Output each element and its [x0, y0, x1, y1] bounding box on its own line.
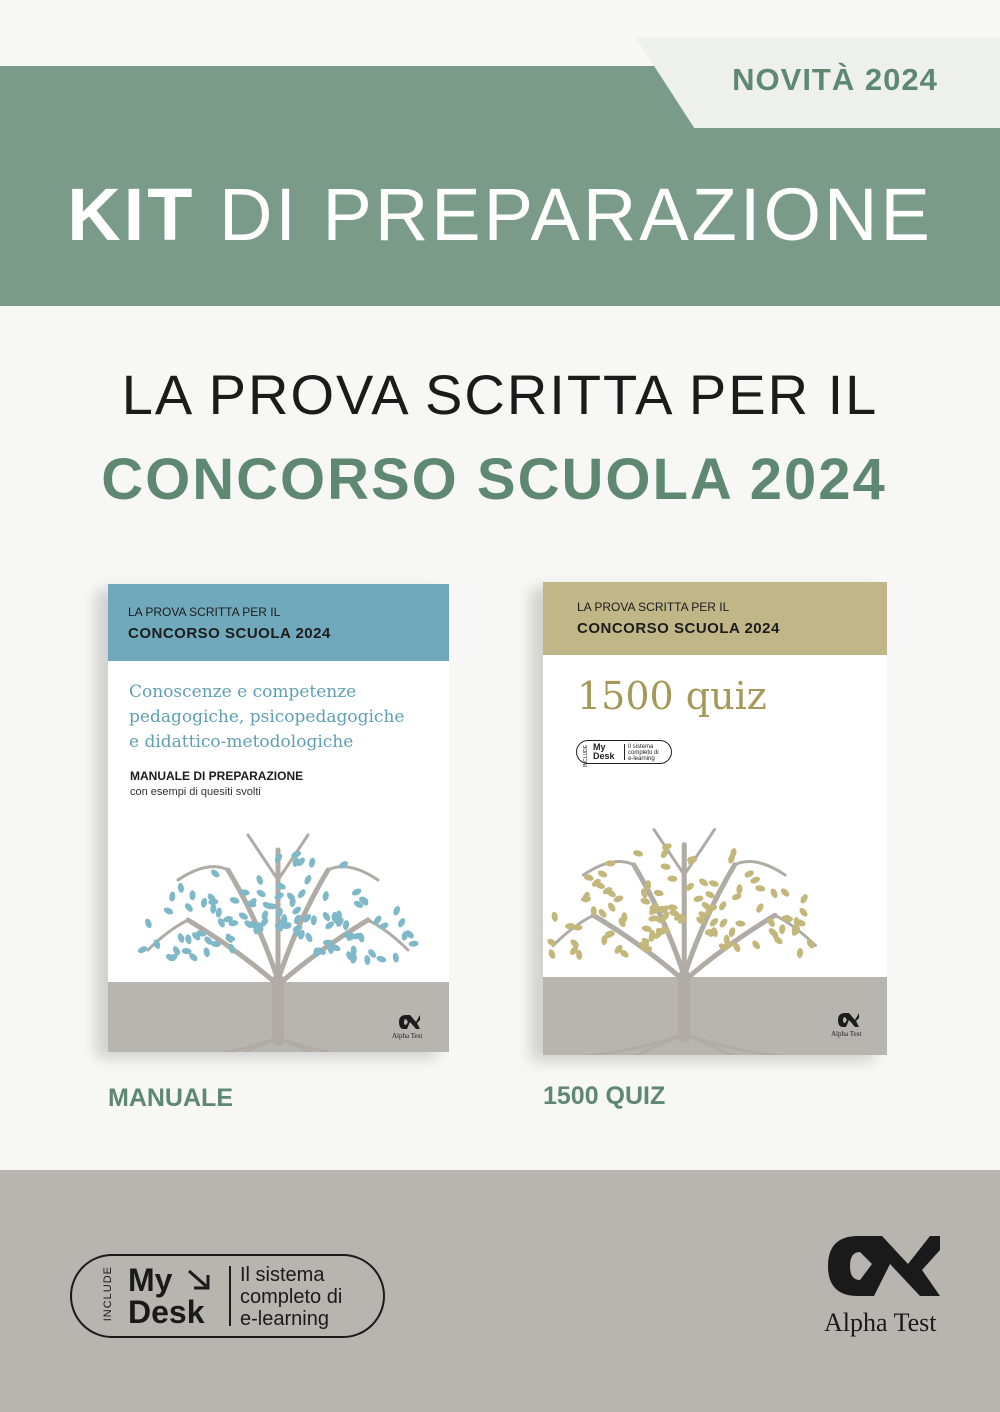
leaf	[177, 932, 186, 943]
kit-title-bold: KIT	[67, 173, 196, 256]
book-type-subtitle: con esempi di quesiti svolti	[130, 786, 261, 798]
mydesk-desk: Desk	[128, 1294, 205, 1330]
leaf	[184, 934, 192, 945]
leaf	[708, 879, 719, 888]
mydesk-description	[240, 1264, 342, 1330]
leaf	[137, 945, 149, 955]
leaf	[408, 940, 418, 947]
leaf	[769, 887, 779, 899]
heading-line-1: LA PROVA SCRITTA PER IL	[121, 363, 879, 426]
leaf	[606, 901, 617, 913]
arrow-down-right-icon	[186, 1268, 212, 1292]
leaf	[755, 902, 765, 914]
leaf	[169, 891, 176, 902]
mydesk-divider	[229, 1266, 231, 1326]
leaf	[255, 874, 264, 885]
leaf	[621, 912, 627, 922]
leaf	[547, 948, 556, 960]
kit-title-rest: DI PREPARAZIONE	[195, 173, 933, 256]
leaf	[322, 891, 330, 902]
leaf	[392, 952, 399, 963]
leaf	[203, 947, 211, 958]
book-title-text: CONCORSO SCUOLA 2024	[128, 625, 331, 642]
leaf	[779, 887, 791, 898]
leaf	[308, 857, 316, 868]
mydesk-desc-line: completo di	[628, 750, 659, 756]
leaf	[310, 915, 317, 925]
leaf	[660, 863, 671, 871]
publisher-name: Alpha Test	[824, 1308, 937, 1337]
leaf	[796, 948, 803, 959]
leaf	[163, 906, 175, 916]
leaf	[693, 895, 704, 903]
leaf	[351, 887, 363, 897]
leaf	[303, 874, 313, 886]
leaf	[718, 900, 728, 912]
book-series-text: LA PROVA SCRITTA PER IL	[577, 600, 730, 614]
book-label-quiz: 1500 QUIZ	[543, 1082, 666, 1110]
leaf	[376, 955, 387, 964]
leaf	[755, 885, 766, 893]
leaf	[718, 917, 729, 929]
leaf	[667, 875, 678, 882]
leaf	[255, 888, 267, 898]
leaf	[397, 917, 407, 929]
alpha-test-logo-icon	[824, 1232, 942, 1300]
mydesk-divider	[624, 744, 625, 760]
leaf	[183, 902, 194, 914]
mydesk-my: My	[128, 1262, 173, 1298]
leaf	[798, 906, 809, 918]
book-header-band	[543, 582, 887, 655]
leaf	[698, 877, 710, 888]
mydesk-my: My	[593, 742, 606, 752]
leaf	[210, 868, 221, 879]
leaf	[632, 849, 643, 858]
book-type: MANUALE DI PREPARAZIONE	[130, 769, 304, 783]
mydesk-include-text: INCLUDE	[102, 1266, 114, 1322]
book-title-text: CONCORSO SCUOLA 2024	[577, 620, 780, 637]
leaf	[190, 890, 196, 900]
mydesk-include-text: INCLUDE	[583, 745, 589, 767]
book-subtitle	[129, 680, 444, 755]
mydesk-mini-badge	[576, 740, 672, 767]
mydesk-desk: Desk	[593, 751, 615, 761]
alpha-test-logo-icon	[837, 1012, 859, 1028]
leaf	[321, 911, 331, 923]
leaf	[799, 893, 809, 905]
mydesk-desc-line: Il sistema	[628, 744, 654, 750]
book-label-manual: MANUALE	[108, 1084, 233, 1112]
leaf	[238, 911, 250, 921]
leaf	[728, 926, 737, 937]
book-cover-manual[interactable]	[108, 584, 449, 1052]
leaf	[200, 897, 208, 908]
leaf	[749, 875, 761, 885]
leaf	[735, 920, 746, 927]
mydesk-desc-line: Il sistema	[240, 1264, 325, 1286]
leaf	[364, 955, 371, 966]
leaf	[743, 869, 755, 879]
leaf	[392, 905, 401, 916]
book-publisher: Alpha Test	[392, 1032, 423, 1040]
book-main-title: 1500 quiz	[577, 674, 767, 718]
heading-line-2: CONCORSO SCUOLA 2024	[101, 447, 887, 512]
book-series-text: LA PROVA SCRITTA PER IL	[128, 605, 281, 619]
leaf	[304, 932, 314, 944]
leaf	[581, 896, 591, 903]
leaf	[653, 889, 664, 897]
mydesk-desc-line: completo di	[240, 1286, 343, 1308]
mydesk-desc-line: e-learning	[628, 756, 655, 762]
book-header-band	[108, 584, 449, 661]
mydesk-desc-line: e-learning	[240, 1308, 329, 1330]
subtitle-line: pedagogiche, psicopedagogiche	[129, 707, 405, 727]
leaf	[210, 903, 217, 913]
subtitle-line: e didattico-metodologiche	[129, 732, 354, 752]
leaf	[144, 918, 153, 929]
leaf	[708, 917, 719, 928]
alpha-test-logo-icon	[398, 1014, 420, 1030]
tree-leaves	[546, 842, 816, 960]
book-publisher: Alpha Test	[831, 1030, 862, 1038]
kit-title	[0, 172, 1000, 257]
leaf	[779, 924, 786, 935]
book-cover-quiz[interactable]	[543, 582, 887, 1055]
mydesk-description	[628, 744, 659, 762]
leaf	[551, 911, 559, 922]
novita-badge-text: NOVITÀ 2024	[732, 62, 938, 97]
leaf	[273, 852, 283, 864]
mydesk-badge	[70, 1254, 385, 1338]
leaf	[229, 896, 240, 905]
leaf	[296, 888, 307, 900]
leaf	[177, 882, 184, 893]
leaf	[597, 869, 609, 879]
leaf	[751, 939, 762, 951]
tree-illustration	[543, 818, 887, 1055]
leaf	[736, 884, 743, 894]
subtitle-line: Conoscenze e competenze	[129, 682, 357, 702]
